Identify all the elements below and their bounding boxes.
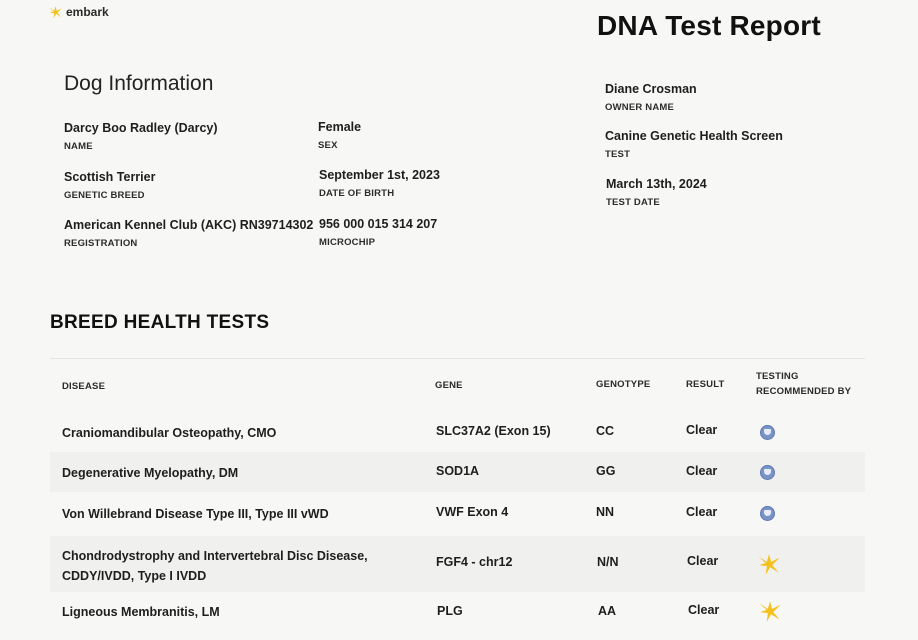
row-result: Clear — [688, 603, 720, 617]
test-field — [605, 129, 783, 160]
table-row — [50, 536, 865, 592]
owner-name-label: OWNER NAME — [605, 102, 675, 113]
test-date-value: March 13th, 2024 — [606, 177, 707, 191]
dob-label: DATE OF BIRTH — [319, 188, 395, 199]
row-genotype: NN — [596, 505, 615, 519]
microchip-field — [319, 217, 437, 248]
table-row — [50, 492, 865, 536]
row-result: Clear — [686, 464, 718, 478]
dog-information-title: Dog Information — [64, 72, 214, 95]
embark-logo — [48, 5, 109, 19]
logo-text: embark — [66, 5, 109, 19]
row-gene: SOD1A — [436, 464, 480, 478]
akc-shield-icon — [760, 425, 775, 440]
registration-label: REGISTRATION — [64, 238, 138, 249]
row-disease: Ligneous Membranitis, LM — [62, 605, 220, 619]
breed-value: Scottish Terrier — [64, 170, 156, 184]
microchip-label: MICROCHIP — [319, 237, 376, 248]
dob-field — [319, 168, 440, 199]
row-disease: Degenerative Myelopathy, DM — [62, 466, 239, 480]
registration-field — [64, 218, 313, 249]
row-gene: FGF4 - chr12 — [436, 555, 513, 569]
header-result: RESULT — [686, 379, 725, 390]
row-genotype: CC — [596, 424, 615, 438]
sex-value: Female — [318, 120, 362, 134]
header-gene: GENE — [435, 380, 463, 391]
registration-value: American Kennel Club (AKC) RN39714302 — [64, 218, 314, 232]
test-value: Canine Genetic Health Screen — [605, 129, 783, 143]
table-row — [50, 452, 865, 492]
breed-label: GENETIC BREED — [64, 190, 145, 201]
sex-label: SEX — [318, 140, 338, 151]
row-result: Clear — [686, 423, 718, 437]
row-disease — [62, 546, 368, 586]
breed-field — [64, 170, 155, 201]
report-title: DNA Test Report — [597, 10, 821, 41]
akc-shield-icon — [760, 465, 775, 480]
row-gene: VWF Exon 4 — [436, 505, 509, 519]
embark-star-icon — [756, 552, 782, 576]
table-row — [50, 592, 865, 638]
row-genotype: N/N — [597, 555, 619, 569]
dob-value: September 1st, 2023 — [319, 168, 440, 182]
table-row — [50, 410, 865, 452]
header-testing-line2: RECOMMENDED BY — [756, 386, 852, 397]
dog-name-value: Darcy Boo Radley (Darcy) — [64, 121, 218, 135]
row-disease: Craniomandibular Osteopathy, CMO — [62, 426, 277, 440]
row-gene: PLG — [437, 604, 463, 618]
owner-name-value: Diane Crosman — [605, 82, 697, 96]
dog-name-field — [64, 121, 218, 152]
row-result: Clear — [687, 554, 719, 568]
row-genotype: AA — [598, 604, 617, 618]
header-testing-recommended — [756, 369, 851, 399]
embark-star-icon — [757, 599, 783, 623]
breed-health-tests-title: BREED HEALTH TESTS — [50, 312, 270, 333]
akc-shield-icon — [760, 506, 775, 521]
header-disease: DISEASE — [62, 381, 106, 392]
row-disease-line2: CDDY/IVDD, Type I IVDD — [62, 569, 207, 583]
header-testing-line1: TESTING — [756, 371, 799, 382]
row-disease: Von Willebrand Disease Type III, Type III vWD — [62, 507, 329, 521]
header-genotype: GENOTYPE — [596, 379, 651, 390]
row-disease-line1: Chondrodystrophy and Intervertebral Disc Disease, — [62, 549, 368, 563]
test-date-field — [606, 177, 707, 208]
row-gene: SLC37A2 (Exon 15) — [436, 424, 551, 438]
dog-name-label: NAME — [64, 141, 93, 152]
owner-name-field — [605, 82, 697, 113]
embark-star-icon — [48, 5, 63, 19]
test-label: TEST — [605, 149, 631, 160]
test-date-label: TEST DATE — [606, 197, 660, 208]
row-genotype: GG — [596, 464, 616, 478]
row-result: Clear — [686, 505, 718, 519]
sex-field — [318, 120, 361, 151]
microchip-value: 956 000 015 314 207 — [319, 217, 438, 231]
table-header-row — [50, 358, 865, 405]
